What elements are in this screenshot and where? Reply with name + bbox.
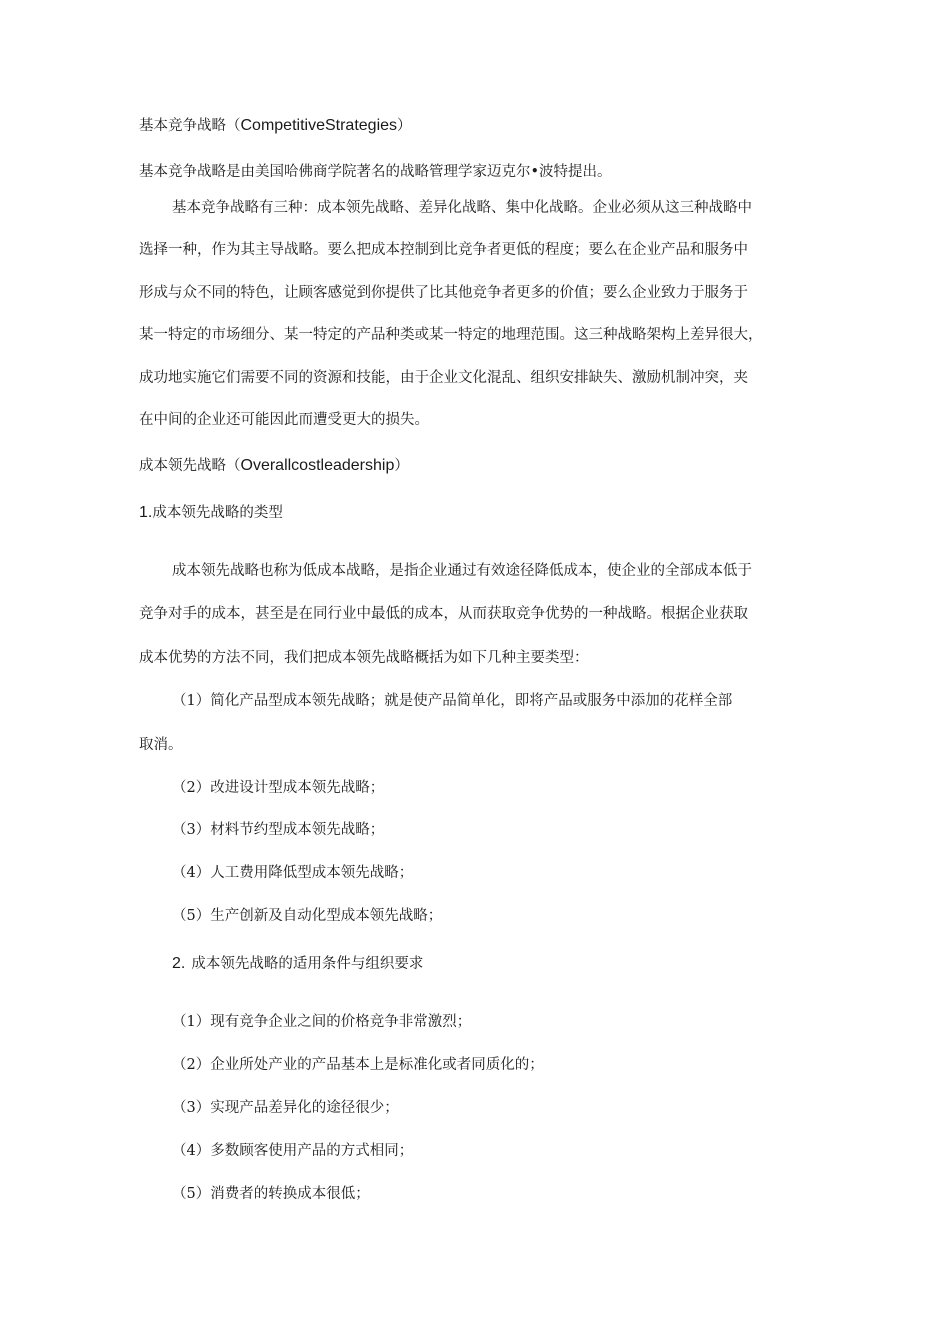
list-item bbox=[172, 863, 413, 883]
list-item-text: 消费者的转换成本很低； bbox=[210, 1186, 370, 1202]
paragraph-line: 形成与众不同的特色，让顾客感觉到你提供了比其他竞争者更多的价值；要么企业致力于服务于 bbox=[139, 285, 748, 301]
list-item-number: （4） bbox=[172, 1143, 211, 1159]
list-item-text: 企业所处产业的产品基本上是标准化或者同质化的； bbox=[210, 1057, 544, 1073]
list-item-continuation: 取消。 bbox=[139, 737, 183, 753]
list-item-text: 生产创新及自动化型成本领先战略； bbox=[210, 908, 443, 924]
list-item bbox=[172, 1141, 413, 1161]
paragraph-line: 某一特定的市场细分、某一特定的产品种类或某一特定的地理范围。这三种战略架构上差异很大， bbox=[139, 327, 763, 343]
list-item-number: （1） bbox=[172, 693, 211, 709]
list-item bbox=[172, 1012, 471, 1032]
paragraph-line: 竞争对手的成本，甚至是在同行业中最低的成本，从而获取竞争优势的一种战略。根据企业获取 bbox=[139, 606, 748, 622]
title-english: CompetitiveStrategies bbox=[240, 117, 398, 134]
list-item-text: 实现产品差异化的途径很少； bbox=[210, 1100, 399, 1116]
subheading-2 bbox=[172, 954, 423, 974]
list-item-text: 多数顾客使用产品的方式相同； bbox=[210, 1143, 414, 1159]
subheading-text: 成本领先战略的适用条件与组织要求 bbox=[191, 956, 424, 972]
list-item-text: 现有竞争企业之间的价格竞争非常激烈； bbox=[210, 1014, 472, 1030]
list-item-text: 改进设计型成本领先战略； bbox=[210, 780, 385, 796]
title-close-paren: ） bbox=[397, 118, 412, 134]
paragraph-line: 成本领先战略也称为低成本战略，是指企业通过有效途径降低成本，使企业的全部成本低于 bbox=[172, 563, 752, 579]
list-item-number: （3） bbox=[172, 822, 211, 838]
list-item bbox=[172, 820, 384, 840]
list-item-text: 简化产品型成本领先战略；就是使产品简单化，即将产品或服务中添加的花样全部 bbox=[210, 693, 733, 709]
paragraph-line: 在中间的企业还可能因此而遭受更大的损失。 bbox=[139, 412, 429, 428]
list-item-number: （5） bbox=[172, 908, 211, 924]
paragraph-line: 选择一种，作为其主导战略。要么把成本控制到比竞争者更低的程度；要么在企业产品和服务中 bbox=[139, 242, 748, 258]
subheading-text: 成本领先战略的类型 bbox=[152, 505, 283, 521]
title-chinese: 基本竞争战略（ bbox=[139, 118, 241, 134]
list-item-text: 材料节约型成本领先战略； bbox=[210, 822, 385, 838]
paragraph-line: 基本竞争战略有三种：成本领先战略、差异化战略、集中化战略。企业必须从这三种战略中 bbox=[172, 200, 752, 216]
list-item bbox=[172, 1098, 399, 1118]
list-item-number: （5） bbox=[172, 1186, 211, 1202]
list-item bbox=[172, 778, 384, 798]
list-item bbox=[172, 1184, 370, 1204]
subheading-number: 1. bbox=[139, 504, 153, 521]
paragraph-line: 成功地实施它们需要不同的资源和技能，由于企业文化混乱、组织安排缺失、激励机制冲突，夹 bbox=[139, 370, 748, 386]
paragraph-line: 成本优势的方法不同，我们把成本领先战略概括为如下几种主要类型： bbox=[139, 650, 589, 666]
list-item-number: （3） bbox=[172, 1100, 211, 1116]
list-item-text: 人工费用降低型成本领先战略； bbox=[210, 865, 414, 881]
section-heading bbox=[139, 456, 409, 476]
list-item-number: （2） bbox=[172, 780, 211, 796]
list-item bbox=[172, 906, 442, 926]
list-item-number: （2） bbox=[172, 1057, 211, 1073]
section-heading-english: Overallcostleadership bbox=[240, 457, 395, 474]
subheading-1 bbox=[139, 503, 283, 523]
section-heading-chinese: 成本领先战略（ bbox=[139, 458, 241, 474]
list-item bbox=[172, 691, 732, 711]
section-heading-close-paren: ） bbox=[394, 458, 409, 474]
document-title bbox=[139, 116, 412, 136]
list-item-number: （1） bbox=[172, 1014, 211, 1030]
list-item bbox=[172, 1055, 544, 1075]
subheading-number: 2. bbox=[172, 955, 186, 972]
intro-paragraph: 基本竞争战略是由美国哈佛商学院著名的战略管理学家迈克尔•波特提出。 bbox=[139, 164, 612, 180]
list-item-number: （4） bbox=[172, 865, 211, 881]
